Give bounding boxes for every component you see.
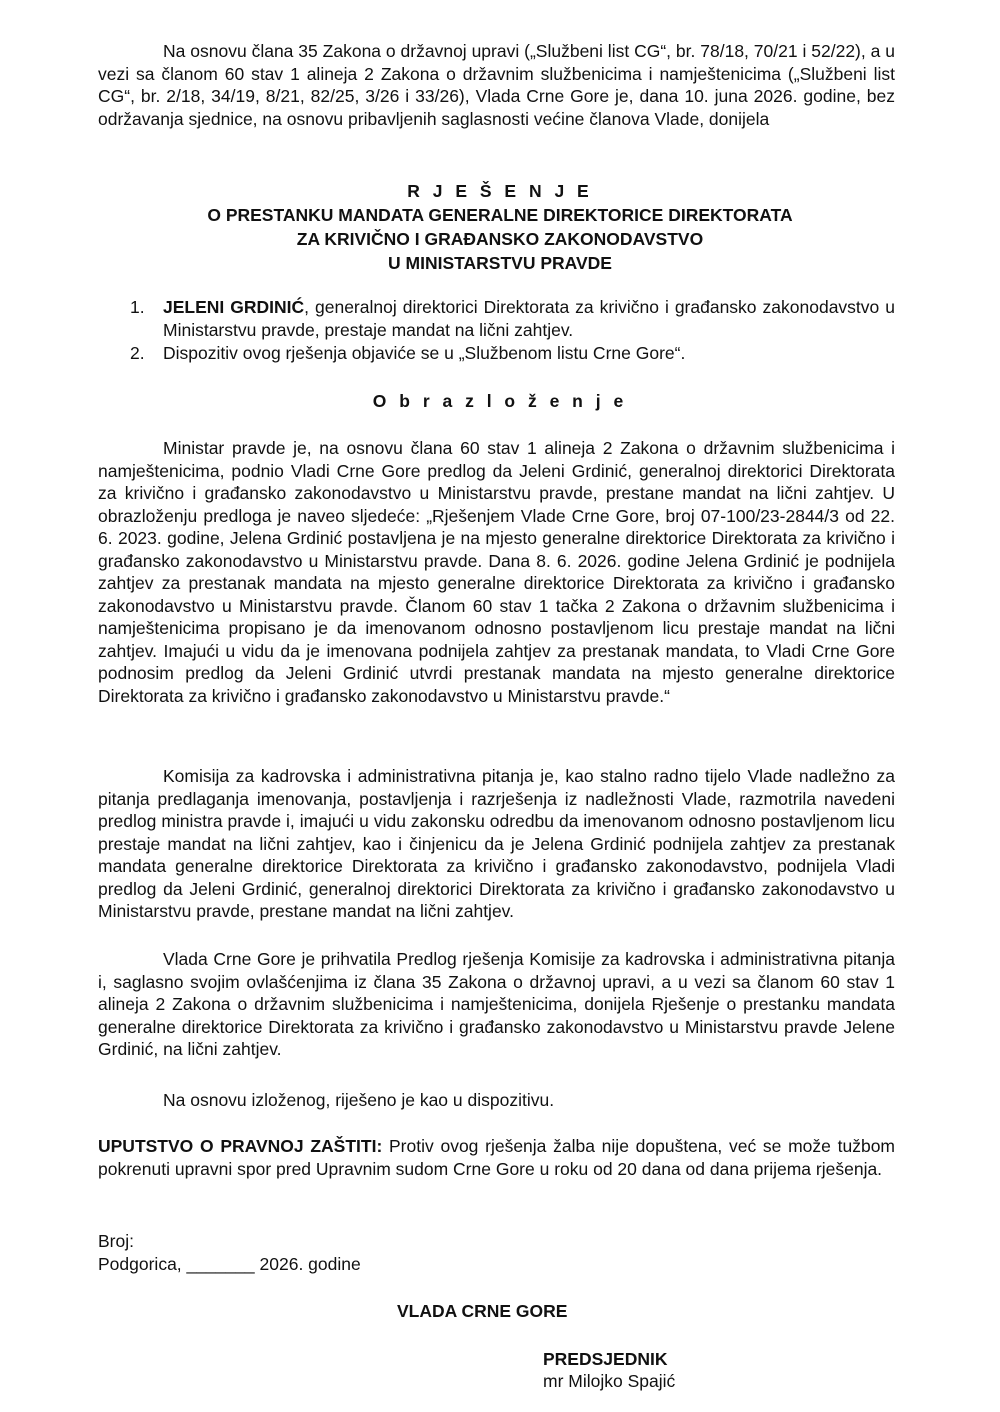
explanation-paragraph-4: Na osnovu izloženog, riješeno je kao u dispozitivu. [163, 1090, 555, 1110]
legal-remedy-label: UPUTSTVO O PRAVNOJ ZAŠTITI: [98, 1136, 383, 1156]
explanation-heading: O b r a z l o ž e n j e [372, 391, 628, 411]
document-title-line-2: ZA KRIVIČNO I GRAĐANSKO ZAKONODAVSTVO [296, 229, 704, 249]
explanation-paragraph-2: Komisija za kadrovska i administrativna pitanja je, kao stalno radno tijelo Vlade nadležno za pitanja predlaganja imenovanja, postavljenja i razrješenja iz nadležnosti Vlade, razmotrila navedeni predlog ministra pravde i, imajući u vidu zakonsku odredbu da imenovanom odnosno postavljenom licu prestaje mandat na lični zahtjev, kao i činjenicu da je Jelena Grdinić podnijela zahtjev za prestanak mandata generalne direktorice Direktorata za krivično i građansko zakonodavstvo, podnijela Vladi predlog da Jeleni Grdinić, generalnoj direktorici Direktorata za krivično i građansko zakonodavstvo u Ministarstvu pravde, prestane mandat na lični zahtjev. [98, 766, 895, 921]
legal-remedy-text: Protiv ovog rješenja žalba nije dopuštena, već se može tužbom pokrenuti upravni spor pred Upravnim sudom Crne Gore u roku od 20 dana od dana prijema rješenja. [98, 1136, 896, 1179]
signatory-title: PREDSJEDNIK [543, 1349, 668, 1369]
document-title-line-3: U MINISTARSTVU PRAVDE [388, 253, 612, 273]
list-item-text: JELENI GRDINIĆ, generalnoj direktorici Direktorata za krivično i građansko zakonodavstvo u Ministarstvu pravde, prestaje mandat na lični zahtjev. [163, 297, 895, 340]
explanation-paragraph-3: Vlada Crne Gore je prihvatila Predlog rješenja Komisije za kadrovska i administrativna pitanja i, saglasno svojim ovlašćenjima iz člana 35 Zakona o državnoj upravi, a u vezi sa članom 60 stav 1 alineja 2 Zakona o državnim službenicima i namještenicima, donijela Rješenje o prestanku mandata generalne direktorice Direktorata za krivično i građansko zakonodavstvo u Ministarstvu pravde Jelene Grdinić, na lični zahtjev. [98, 949, 895, 1059]
dispositive-item-2 [98, 342, 895, 365]
explanation-paragraph-1: Ministar pravde je, na osnovu člana 60 stav 1 alineja 2 Zakona o državnim službenicima i namještenicima, podnio Vladi Crne Gore predlog da Jeleni Grdinić, generalnoj direktorici Direktorata za krivično i građansko zakonodavstvo u Ministarstvu pravde, prestane mandat na lični zahtjev. U obrazloženju predloga je naveo sljedeće: „Rješenjem Vlade Crne Gore, broj 07-100/23-2844/3 od 22. 6. 2023. godine, Jelena Grdinić postavljena je na mjesto generalne direktorice Direktorata za krivično i građansko zakonodavstvo u Ministarstvu pravde. Dana 8. 6. 2026. godine Jelena Grdinić je podnijela zahtjev za prestanak mandata na mjesto generalne direktorice Direktorata za krivično i građansko zakonodavstvo u Ministarstvu pravde. Članom 60 stav 1 tačka 2 Zakona o državnim službenicima i namještenicima propisano je da imenovanom odnosno postavljenom licu prestaje mandat na lični zahtjev. Imajući u vidu da je imenovana podnijela zahtjev za prestanak mandata, to Vladi Crne Gore podnosim predlog da Jeleni Grdinić utvrdi prestanak mandata na mjesto generalne direktorice Direktorata za krivično i građansko zakonodavstvo u Ministarstvu pravde.“ [98, 438, 895, 706]
legal-remedy-paragraph [98, 1135, 895, 1180]
issuing-authority: VLADA CRNE GORE [397, 1301, 568, 1321]
document-number-label: Broj: [98, 1231, 134, 1251]
place-date-line: Podgorica, _______ 2026. godine [98, 1254, 361, 1274]
document-type-heading: R J E Š E N J E [407, 181, 593, 201]
list-number: 1. [130, 297, 145, 317]
dispositive-item-1 [98, 296, 895, 341]
signatory-name: mr Milojko Spajić [543, 1371, 676, 1391]
preamble-paragraph: Na osnovu člana 35 Zakona o državnoj upravi („Službeni list CG“, br. 78/18, 70/21 i 52/22), a u vezi sa članom 60 stav 1 alineja 2 Zakona o državnim službenicima i namještenicima („Službeni list CG“, br. 2/18, 34/19, 8/21, 82/25, 3/26 i 33/26), Vlada Crne Gore je, dana 10. juna 2026. godine, bez održavanja sjednice, na osnovu pribavljenih saglasnosti većine članova Vlade, donijela [98, 41, 895, 129]
person-name: JELENI GRDINIĆ [163, 297, 305, 317]
list-number: 2. [130, 343, 145, 363]
document-title-line-1: O PRESTANKU MANDATA GENERALNE DIREKTORICE DIREKTORATA [207, 205, 793, 225]
list-item-text: Dispozitiv ovog rješenja objaviće se u „Službenom listu Crne Gore“. [163, 343, 686, 363]
